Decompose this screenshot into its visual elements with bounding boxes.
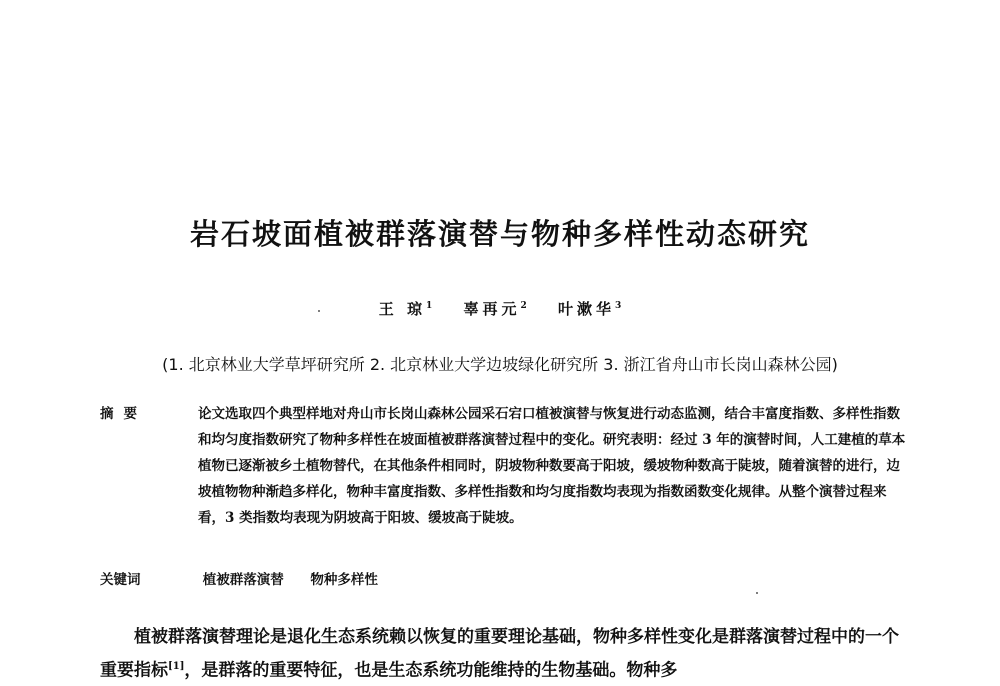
body-text-part: ，是群落的重要特征，也是生态系统功能维持的生物基础。物种多 (184, 660, 678, 681)
body-paragraph (100, 622, 910, 686)
body-text-part: 植被群落演替理论是退化生态系统赖以恢复的重要理论基础，物种多样性变化是群落演替过程中的一个重要指标 (100, 627, 899, 681)
abstract-text: 论文选取四个典型样地对舟山市长岗山森林公园采石宕口植被演替与恢复进行动态监测，结合丰富度指数、多样性指数和均匀度指数研究了物种多样性在坡面植被群落演替过程中的变化。研究表明：经过 3 年的演替时间，人工建植的草本植物已逐渐被乡土植物替代，在其他条件相同时，阴坡物种数要高于阳坡，缓坡物种数高于陡坡，随着演替的进行，边坡植物物种渐趋多样化，物种丰富度指数、多样性指数和均匀度指数均表现为指数函数变化规律。从整个演替过程来看，3 类指数均表现为阴坡高于阳坡、缓坡高于陡坡。 (198, 406, 906, 526)
author-line (0, 298, 1000, 319)
author-affil-number: 2 (520, 301, 527, 311)
author-name: 辜再元 (463, 300, 521, 318)
author-name: 王 琼 (378, 300, 426, 318)
keywords-label: 关键词 (100, 572, 141, 588)
author-affil-number: 3 (615, 301, 622, 311)
abstract-label: 摘要 (100, 406, 147, 422)
citation-ref: [1] (168, 661, 185, 672)
author-affil-number: 1 (425, 301, 433, 311)
affiliations: (1. 北京林业大学草坪研究所 2. 北京林业大学边坡绿化研究所 3. 浙江省舟山市长岗山森林公园) (162, 355, 838, 374)
scan-speck (756, 592, 758, 594)
paper-title: 岩石坡面植被群落演替与物种多样性动态研究 (189, 217, 810, 251)
keyword: 植被群落演替 (202, 572, 284, 588)
keywords (100, 568, 900, 588)
author-name: 叶漱华 (557, 300, 615, 318)
abstract (100, 401, 910, 531)
keyword: 物种多样性 (310, 572, 378, 588)
